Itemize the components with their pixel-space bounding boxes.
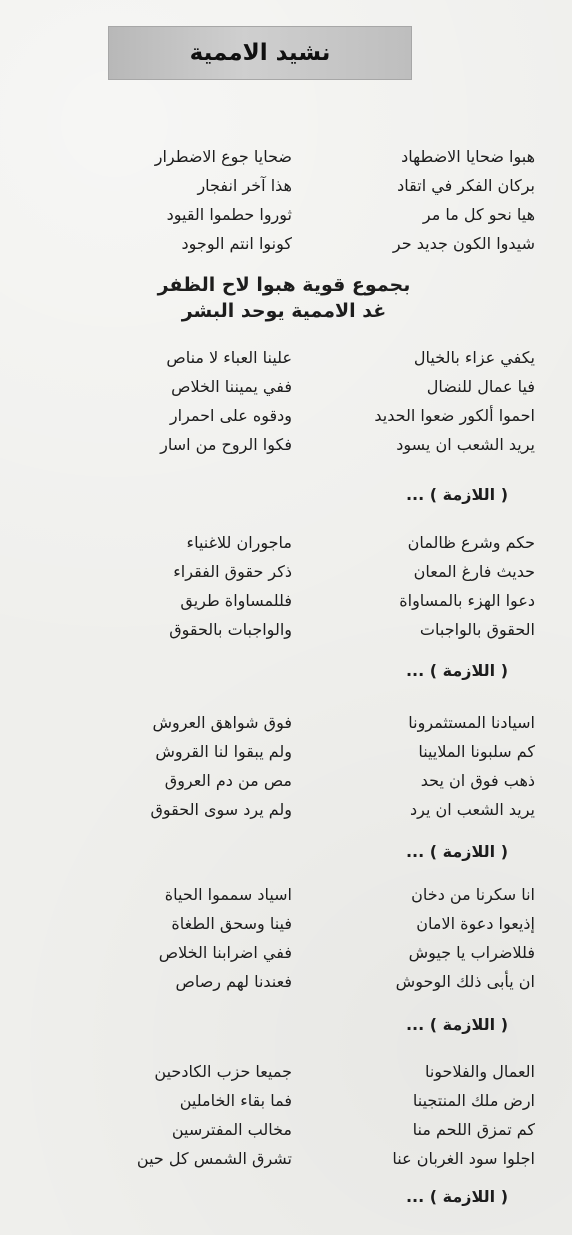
verse-line: انا سكرنا من دخان	[411, 885, 535, 904]
stanza-5-left-column	[42, 880, 292, 996]
verse-line: العمال والفلاحونا	[424, 1062, 535, 1081]
verse-line: بركان الفكر في اتقاد	[397, 176, 535, 195]
chorus-block	[104, 272, 464, 324]
verse-line: حكم وشرع ظالمان	[407, 533, 535, 552]
verse-line: جميعا حزب الكادحين	[154, 1062, 292, 1081]
verse-line: ذهب فوق ان يحد	[420, 771, 535, 790]
stanza-3-right-column	[295, 528, 535, 644]
verse-line: والواجبات بالحقوق	[169, 620, 292, 639]
verse-line: دعوا الهزء بالمساواة	[399, 591, 535, 610]
verse-line: فعندنا لهم رصاص	[175, 972, 292, 991]
verse-line: يريد الشعب ان يرد	[409, 800, 535, 819]
chorus-line: غد الاممية يوحد البشر	[181, 300, 387, 322]
stanza-4-right-column	[295, 708, 535, 824]
verse-line: مخالب المفترسين	[171, 1120, 292, 1139]
verse-line: اسياد سمموا الحياة	[164, 885, 292, 904]
verse-line: الحقوق بالواجبات	[419, 620, 535, 639]
title-banner	[108, 26, 412, 80]
verse-line: فللاضراب يا جيوش	[408, 943, 535, 962]
verse-line: يريد الشعب ان يسود	[396, 435, 535, 454]
refrain-label: ( اللازمة ) ...	[405, 485, 508, 504]
refrain-label: ( اللازمة ) ...	[405, 1187, 508, 1206]
verse-line: احموا ألكور ضعوا الحديد	[374, 406, 535, 425]
verse-line: ضحايا جوع الاضطرار	[154, 147, 292, 166]
verse-line: فللمساواة طريق	[180, 591, 292, 610]
verse-line: كم سلبونا الملايينا	[418, 742, 535, 761]
verse-line: فكوا الروح من اسار	[160, 435, 292, 454]
verse-line: اجلوا سود الغربان عنا	[392, 1149, 535, 1168]
verse-line: هيا نحو كل ما مر	[422, 205, 535, 224]
stanza-6-right-column	[295, 1057, 535, 1173]
verse-line: ولم يبقوا لنا القروش	[155, 742, 292, 761]
verse-line: ففي يميننا الخلاص	[171, 377, 292, 396]
verse-line: كم تمزق اللحم منا	[412, 1120, 535, 1139]
verse-line: فيا عمال للنضال	[426, 377, 535, 396]
stanza-2-right-column	[295, 343, 535, 459]
verse-line: ارض ملك المنتجينا	[412, 1091, 535, 1110]
verse-line: ثوروا حطموا القيود	[166, 205, 292, 224]
verse-line: ودقوه على احمرار	[169, 406, 292, 425]
verse-line: اسيادنا المستثمرونا	[408, 713, 535, 732]
stanza-6-left-column	[42, 1057, 292, 1173]
verse-line: فوق شواهق العروش	[152, 713, 292, 732]
verse-line: علينا العباء لا مناص	[166, 348, 292, 367]
verse-line: هبوا ضحايا الاضطهاد	[401, 147, 535, 166]
verse-line: كونوا انتم الوجود	[181, 234, 292, 253]
verse-line: ذكر حقوق الفقراء	[173, 562, 292, 581]
verse-line: تشرق الشمس كل حين	[136, 1149, 292, 1168]
verse-line: هذا آخر انفجار	[197, 176, 292, 195]
stanza-1-left-column	[42, 142, 292, 258]
verse-line: ولم يرد سوى الحقوق	[150, 800, 292, 819]
stanza-3-left-column	[42, 528, 292, 644]
page-title: نشيد الاممية	[189, 40, 331, 66]
refrain-label: ( اللازمة ) ...	[405, 842, 508, 861]
verse-line: مص من دم العروق	[164, 771, 292, 790]
verse-line: شيدوا الكون جديد حر	[392, 234, 535, 253]
stanza-5-right-column	[295, 880, 535, 996]
stanza-1-right-column	[295, 142, 535, 258]
verse-line: ففي اضرابنا الخلاص	[158, 943, 292, 962]
verse-line: ماجوران للاغنياء	[186, 533, 292, 552]
verse-line: ان يأبى ذلك الوحوش	[395, 972, 535, 991]
refrain-label: ( اللازمة ) ...	[405, 1015, 508, 1034]
refrain-label: ( اللازمة ) ...	[405, 661, 508, 680]
verse-line: فينا وسحق الطغاة	[171, 914, 292, 933]
verse-line: يكفي عزاء بالخيال	[413, 348, 535, 367]
verse-line: حديث فارغ المعان	[413, 562, 535, 581]
verse-line: فما بقاء الخاملين	[179, 1091, 292, 1110]
stanza-2-left-column	[42, 343, 292, 459]
stanza-4-left-column	[42, 708, 292, 824]
chorus-line: بجموع قوية هبوا لاح الظفر	[157, 274, 411, 296]
verse-line: إذيعوا دعوة الامان	[416, 914, 535, 933]
